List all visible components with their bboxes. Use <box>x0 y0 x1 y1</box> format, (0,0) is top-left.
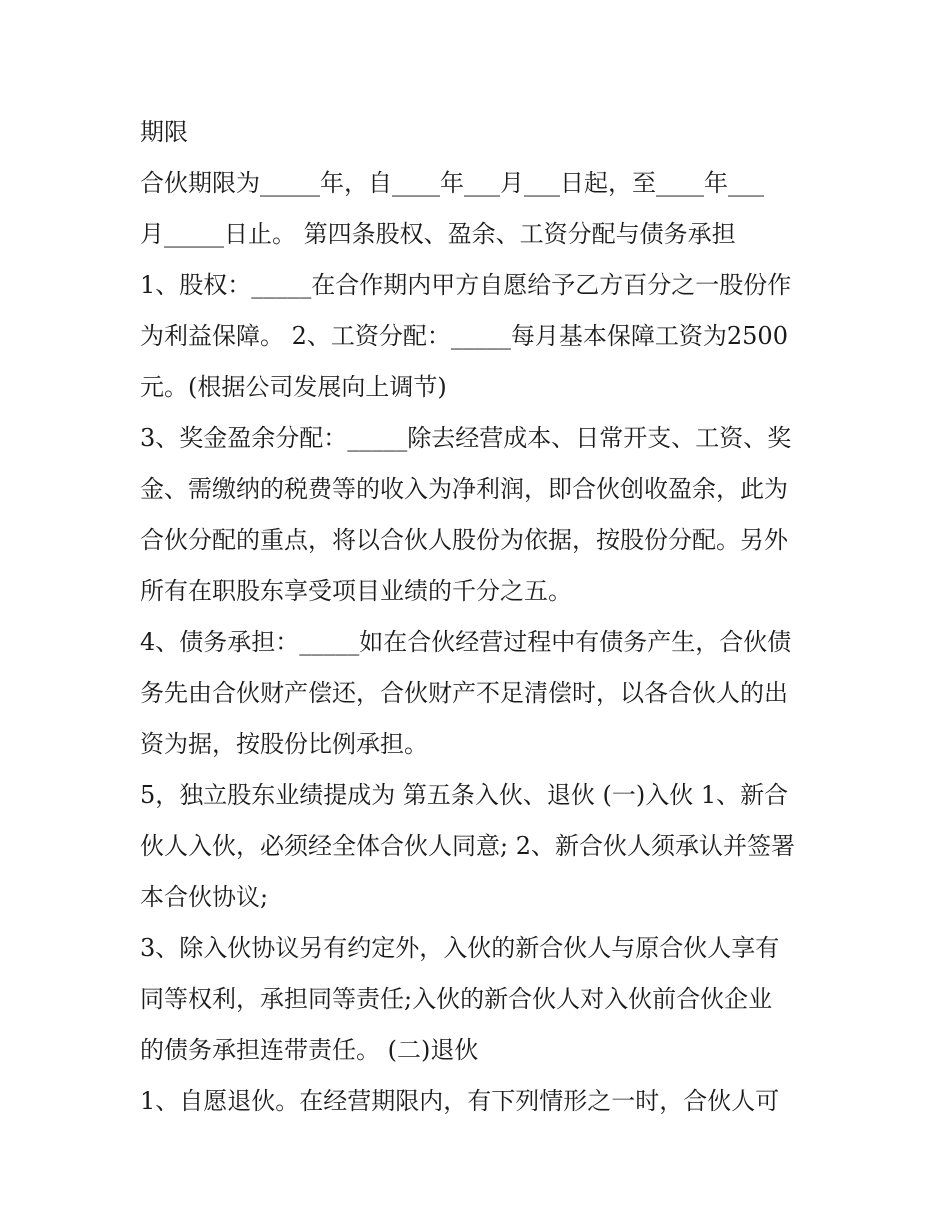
text-line: 3、除入伙协议另有约定外，入伙的新合伙人与原合伙人享有 <box>140 934 780 962</box>
text-line: 合伙分配的重点，将以合伙人股份为依据，按股份分配。另外 <box>140 526 788 554</box>
text-line: 金、需缴纳的税费等的收入为净利润，即合伙创收盈余，此为 <box>140 475 788 503</box>
text-line: 元。(根据公司发展向上调节) <box>140 373 447 401</box>
text-line: 同等权利，承担同等责任;入伙的新合伙人对入伙前合伙企业 <box>140 985 773 1013</box>
text-line: 月_____日止。 第四条股权、盈余、工资分配与债务承担 <box>140 220 736 248</box>
text-line: 为利益保障。 2、工资分配：_____每月基本保障工资为2500 <box>140 322 788 350</box>
text-line: 5，独立股东业绩提成为 第五条入伙、退伙 (一)入伙 1、新合 <box>140 781 789 809</box>
text-line: 期限 <box>140 118 188 146</box>
text-line: 本合伙协议; <box>140 883 269 911</box>
text-line: 的债务承担连带责任。 (二)退伙 <box>140 1036 479 1064</box>
document-body <box>140 107 820 1127</box>
text-line: 1、自愿退伙。在经营期限内，有下列情形之一时，合伙人可 <box>140 1087 780 1115</box>
text-line: 3、奖金盈余分配：_____除去经营成本、日常开支、工资、奖 <box>140 424 792 452</box>
text-line: 合伙期限为_____年，自____年___月___日起，至____年___ <box>140 169 764 197</box>
text-line: 1、股权：_____在合作期内甲方自愿给予乙方百分之一股份作 <box>140 271 792 299</box>
text-line: 资为据，按股份比例承担。 <box>140 730 428 758</box>
text-line: 4、债务承担：_____如在合伙经营过程中有债务产生，合伙债 <box>140 628 792 656</box>
text-line: 所有在职股东享受项目业绩的千分之五。 <box>140 577 572 605</box>
text-line: 务先由合伙财产偿还，合伙财产不足清偿时，以各合伙人的出 <box>140 679 788 707</box>
text-line: 伙人入伙，必须经全体合伙人同意; 2、新合伙人须承认并签署 <box>140 832 795 860</box>
